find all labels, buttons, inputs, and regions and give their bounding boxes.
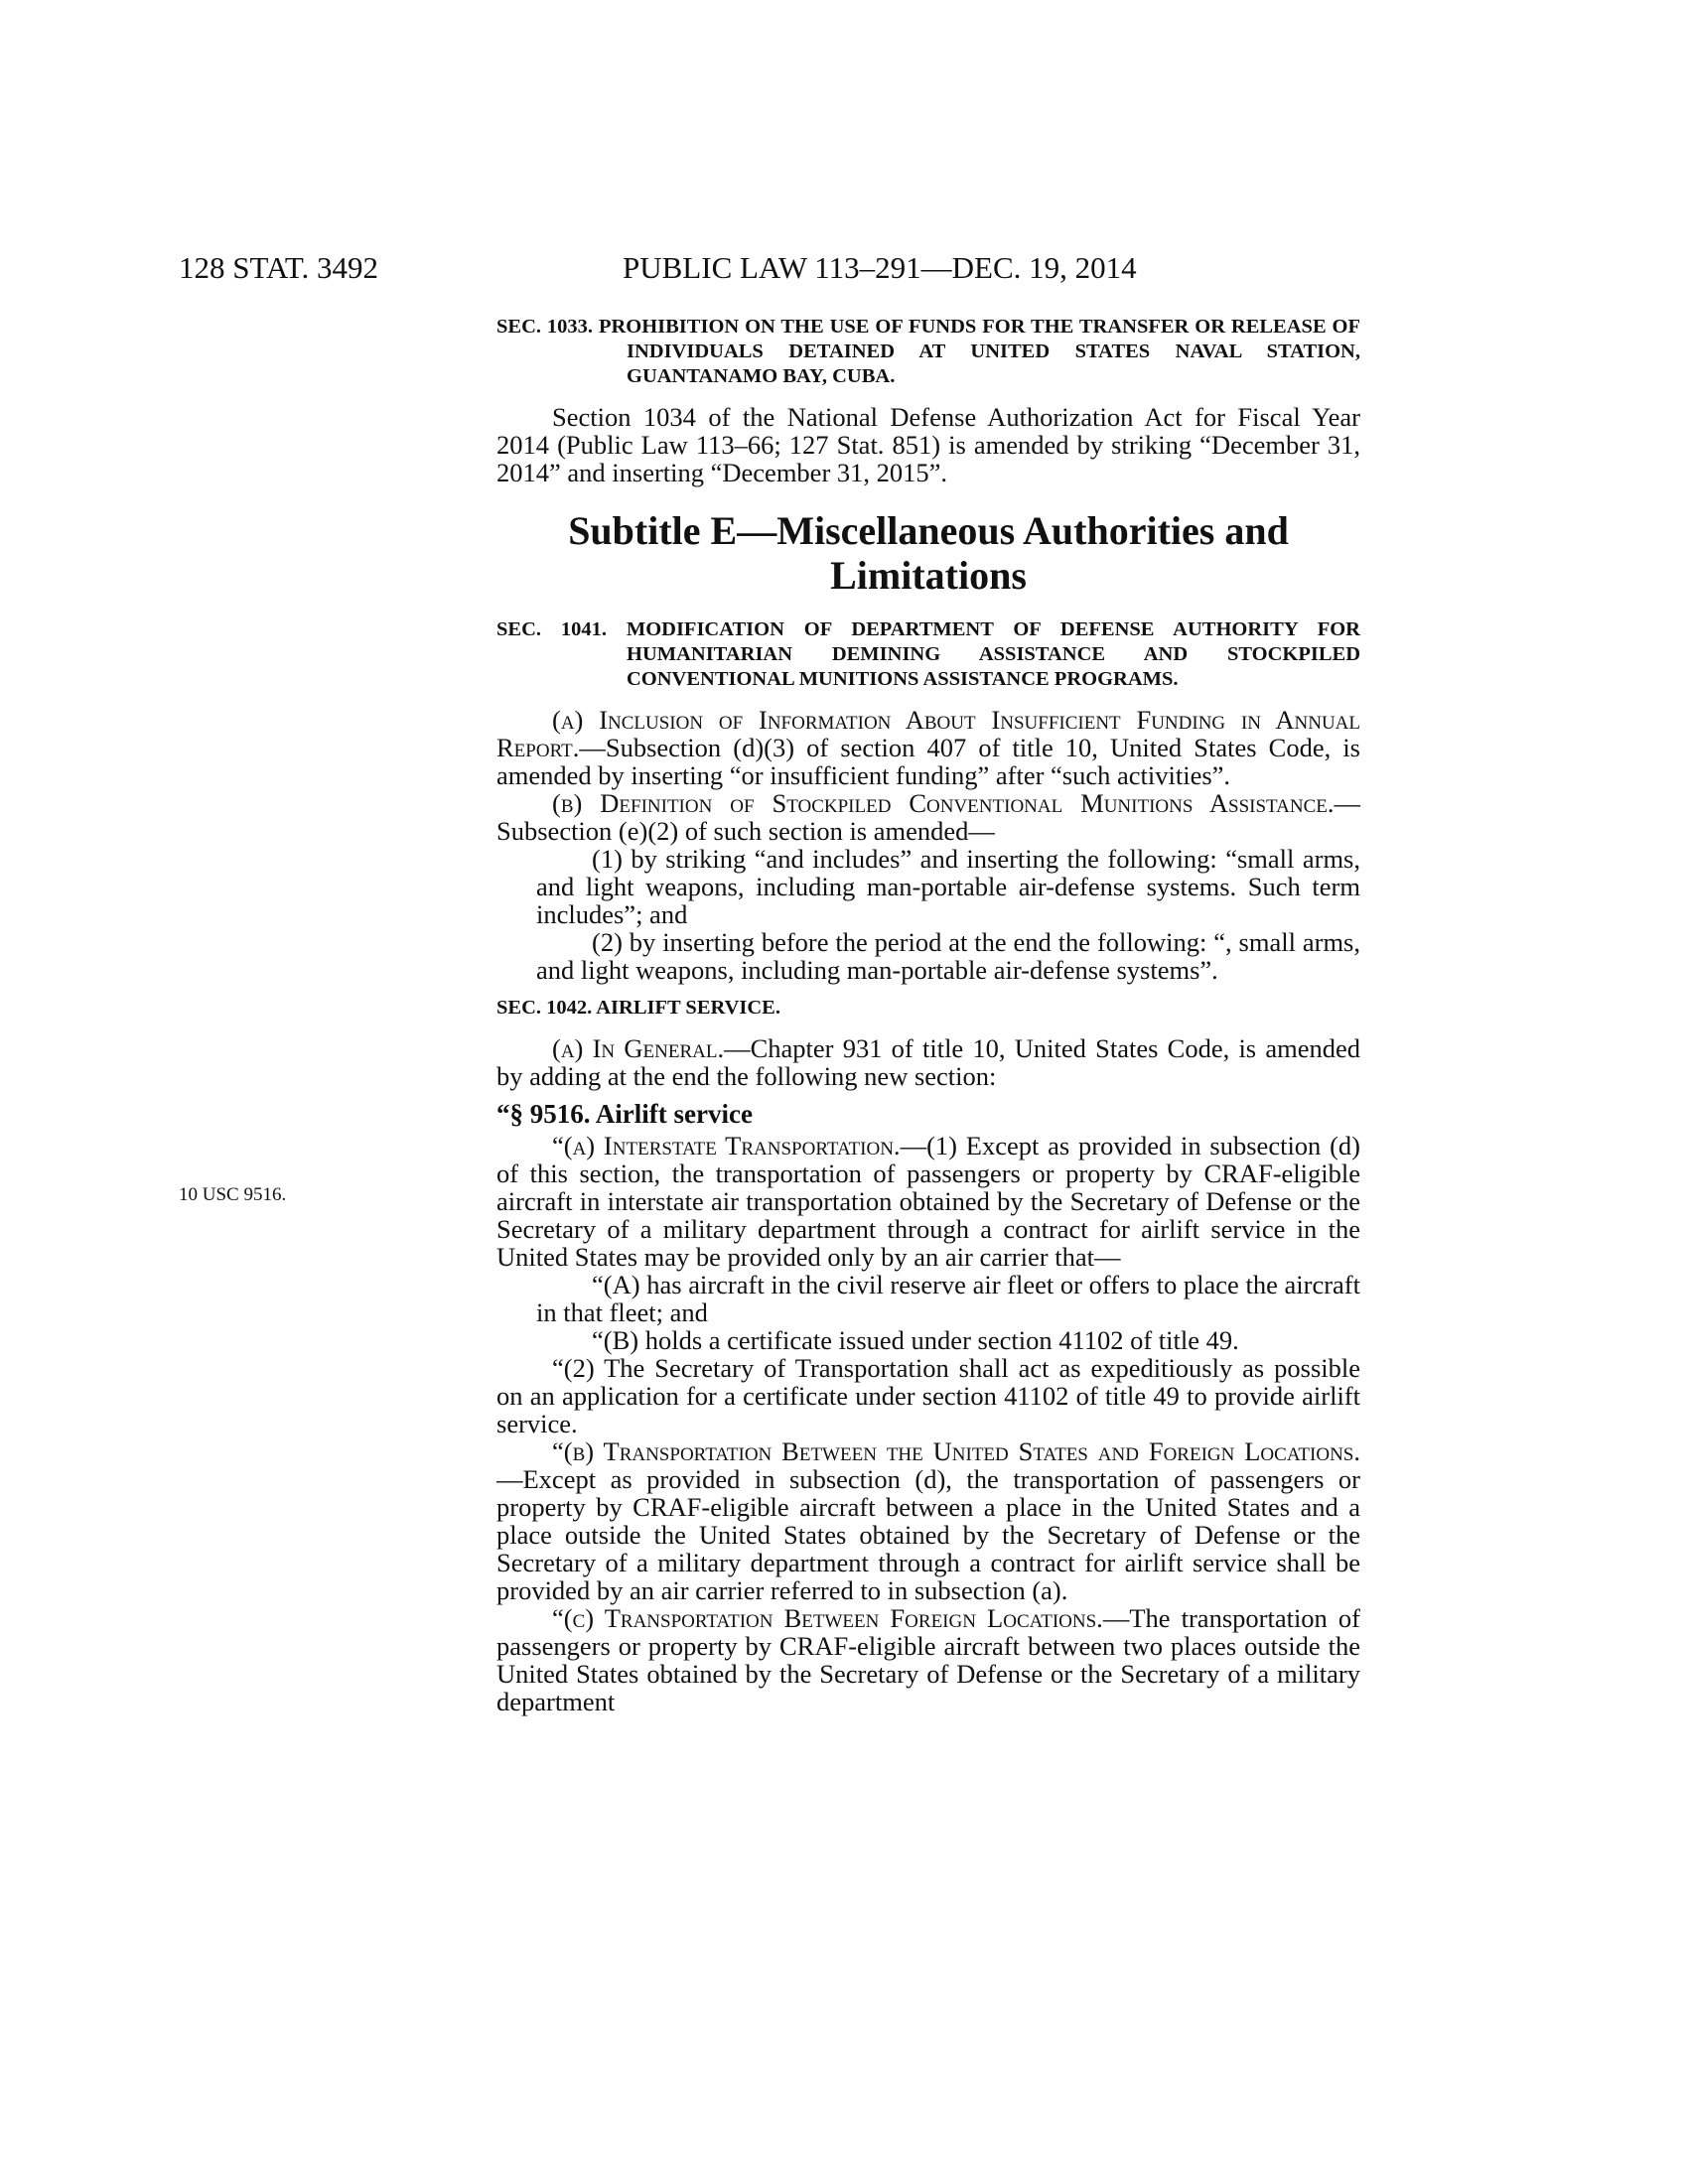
sec-1041-subsection-a <box>496 706 1360 789</box>
section-9516-b-label: “(b) Transportation Between the United States and Foreign Locations. <box>552 1436 1360 1466</box>
subtitle-heading <box>496 508 1360 598</box>
statute-page-number: 128 STAT. 3492 <box>179 250 379 285</box>
public-law-running-head: PUBLIC LAW 113–291—DEC. 19, 2014 <box>623 250 1137 285</box>
sec-1041-a-label: (a) Inclusion of Information About Insufficient Funding in Annual Report. <box>496 705 1360 762</box>
section-9516-title: “§ 9516. Airlift service <box>496 1099 753 1129</box>
sec-1033-text: Section 1034 of the National Defense Authorization Act for Fiscal Year 2014 (Public Law 113–66; 127 Stat. 851) is amended by striking “December 31, 2014” and inserting “December 31, 2015”. <box>496 402 1360 487</box>
section-9516-a-label: “(a) Interstate Transportation. <box>552 1131 901 1160</box>
section-9516-a-B: “(B) holds a certificate issued under section 41102 of title 49. <box>592 1325 1239 1355</box>
sec-1041-b-text: —Subsection (e)(2) of such section is amended— <box>496 788 1360 846</box>
subtitle-line-2: Limitations <box>830 553 1027 598</box>
sec-1042-heading: SEC. 1042. AIRLIFT SERVICE. <box>496 997 780 1019</box>
section-9516-a-2: “(2) The Secretary of Transportation shall act as expeditiously as possible on an application for a certificate under section 41102 of title 49 to provide airlift service. <box>496 1353 1360 1438</box>
section-9516-a <box>496 1132 1360 1271</box>
sec-1042-a-label: (a) In General. <box>552 1033 725 1063</box>
subtitle-line-1: Subtitle E—Miscellaneous Authorities and <box>568 508 1289 553</box>
usc-margin-note: 10 USC 9516. <box>179 1184 287 1205</box>
section-9516-b <box>496 1437 1360 1604</box>
sec-1041-heading: SEC. 1041. MODIFICATION OF DEPARTMENT OF DEFENSE AUTHORITY FOR HUMANITARIAN DEMINING ASSISTANCE AND STOCKPILED CONVENTIONAL MUNITIONS ASSISTANCE PROGRAMS. <box>496 618 1360 690</box>
sec-1041-b-paragraph-2: (2) by inserting before the period at the end the following: “, small arms, and light weapons, including man-portable air-defense systems”. <box>536 927 1360 985</box>
section-9516-c-label: “(c) Transportation Between Foreign Locations. <box>552 1603 1103 1633</box>
sec-1041-b-paragraph-1: (1) by striking “and includes” and inserting the following: “small arms, and light weapons, including man-portable air-defense systems. Such term includes”; and <box>536 844 1360 929</box>
section-9516-c <box>496 1604 1360 1715</box>
section-9516-c-text: —The transportation of passengers or property by CRAF-eligible aircraft between two places outside the United States obtained by the Secretary of Defense or the Secretary of a military department <box>496 1603 1360 1716</box>
sec-1042-subsection-a <box>496 1034 1360 1090</box>
section-9516-a-text: —(1) Except as provided in subsection (d) of this section, the transportation of passengers or property by CRAF-eligible aircraft in interstate air transportation obtained by the Secretary of Defense or the Secretary of a military department through a contract for airlift service in the United States may be provided only by an air carrier that— <box>496 1131 1361 1272</box>
sec-1042-a-text: —Chapter 931 of title 10, United States Code, is amended by adding at the end the following new section: <box>496 1033 1360 1091</box>
main-text-column <box>496 315 1360 1715</box>
sec-1033-heading: SEC. 1033. PROHIBITION ON THE USE OF FUNDS FOR THE TRANSFER OR RELEASE OF INDIVIDUALS DETAINED AT UNITED STATES NAVAL STATION, GUANTANAMO BAY, CUBA. <box>496 316 1360 387</box>
section-9516-a-A: “(A) has aircraft in the civil reserve air fleet or offers to place the aircraft in that fleet; and <box>536 1270 1360 1327</box>
sec-1041-subsection-b <box>496 789 1360 845</box>
sec-1041-a-text: —Subsection (d)(3) of section 407 of title 10, United States Code, is amended by inserting “or insufficient funding” after “such activities”. <box>496 733 1360 790</box>
sec-1041-b-label: (b) Definition of Stockpiled Conventional Munitions Assistance. <box>552 788 1335 818</box>
section-9516-b-text: —Except as provided in subsection (d), the transportation of passengers or property by CRAF-eligible aircraft between a place in the United States and a place outside the United States obtained by the Secretary of Defense or the Secretary of a military department through a contract for airlift service shall be provided by an air carrier referred to in subsection (a). <box>496 1464 1360 1605</box>
